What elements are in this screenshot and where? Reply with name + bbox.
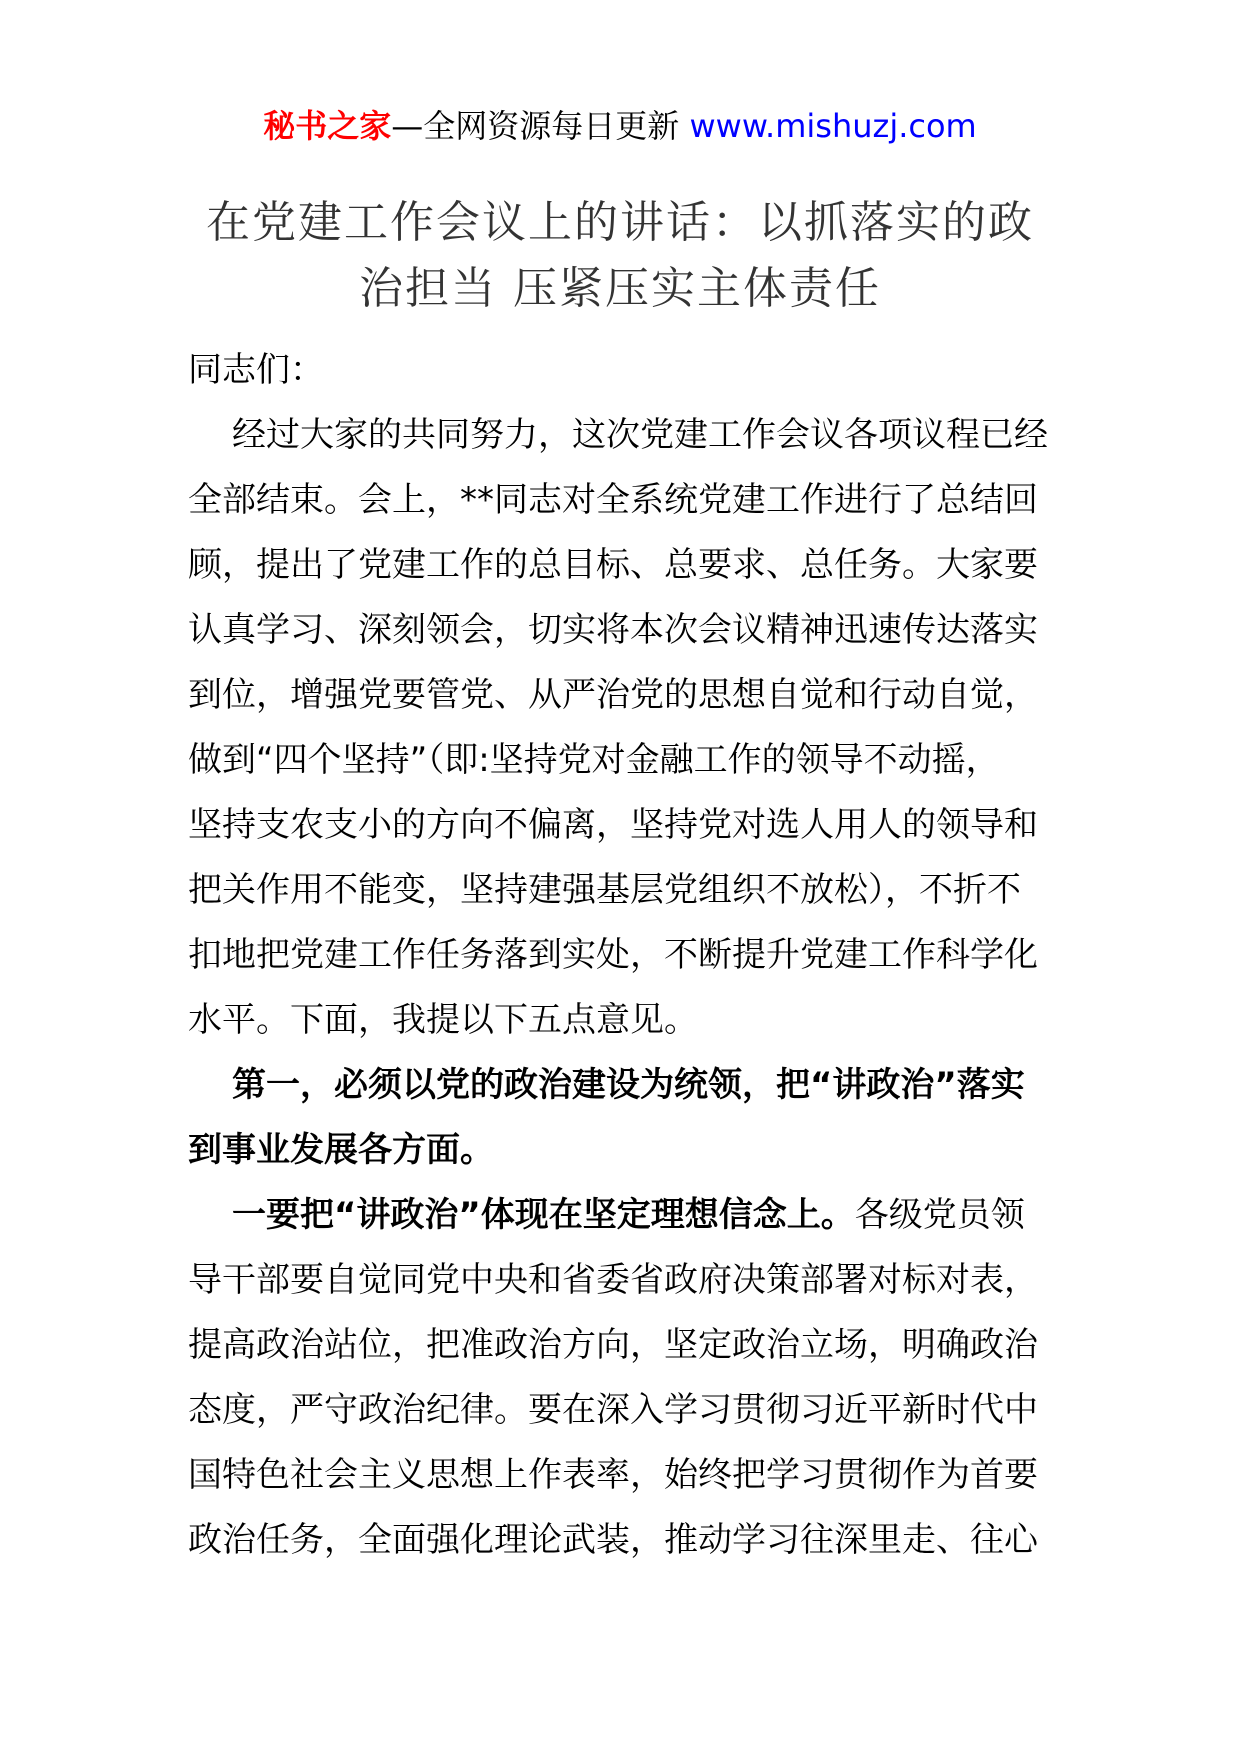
title-line-2: 治担当 压紧压实主体责任 <box>359 263 881 314</box>
point-text: 各级党员领 <box>854 1195 1025 1235</box>
header-slogan: —全网资源每日更新 <box>391 107 690 145</box>
section-heading-line: 第一，必须以党的政治建设为统领，把“讲政治”落实 <box>232 1065 1025 1105</box>
point-heading: 一要把“讲政治”体现在坚定理想信念上。 <box>232 1195 855 1235</box>
text-line: 顾，提出了党建工作的总目标、总要求、总任务。大家要 <box>188 545 1038 585</box>
salutation: 同志们： <box>188 350 324 390</box>
text-line: 坚持支农支小的方向不偏离，坚持党对选人用人的领导和 <box>188 805 1038 845</box>
text-line: 导干部要自觉同党中央和省委省政府决策部署对标对表， <box>188 1260 1038 1300</box>
section-heading-1 <box>188 1053 1038 1183</box>
text-line: 政治任务，全面强化理论武装，推动学习往深里走、往心 <box>188 1520 1038 1560</box>
title-line-1: 在党建工作会议上的讲话：以抓落实的政 <box>206 197 1034 248</box>
document-title <box>160 190 1080 322</box>
text-line: 提高政治站位，把准政治方向，坚定政治立场，明确政治 <box>188 1325 1038 1365</box>
text-line: 水平。下面，我提以下五点意见。 <box>188 1000 698 1040</box>
text-line: 态度，严守政治纪律。要在深入学习贯彻习近平新时代中 <box>188 1390 1038 1430</box>
text-line: 做到“四个坚持”（即:坚持党对金融工作的领导不动摇， <box>188 740 1000 780</box>
text-line: 经过大家的共同努力，这次党建工作会议各项议程已经 <box>232 415 1048 455</box>
site-header <box>0 98 1240 154</box>
text-line: 到位，增强党要管党、从严治党的思想自觉和行动自觉， <box>188 675 1038 715</box>
text-line: 国特色社会主义思想上作表率，始终把学习贯彻作为首要 <box>188 1455 1038 1495</box>
section-heading-line: 到事业发展各方面。 <box>188 1130 494 1170</box>
text-line: 把关作用不能变，坚持建强基层党组织不放松），不折不 <box>188 870 1021 910</box>
document-body <box>188 338 1048 1573</box>
text-line: 认真学习、深刻领会，切实将本次会议精神迅速传达落实 <box>188 610 1038 650</box>
brand-name: 秘书之家 <box>263 107 392 145</box>
text-line <box>188 1183 1038 1248</box>
paragraph-point-1 <box>188 1183 1038 1573</box>
site-url-link[interactable]: www.mishuzj.com <box>689 107 977 145</box>
text-line: 全部结束。会上，**同志对全系统党建工作进行了总结回 <box>188 480 1038 520</box>
paragraph-intro <box>188 403 1048 1053</box>
text-line: 扣地把党建工作任务落到实处，不断提升党建工作科学化 <box>188 935 1038 975</box>
